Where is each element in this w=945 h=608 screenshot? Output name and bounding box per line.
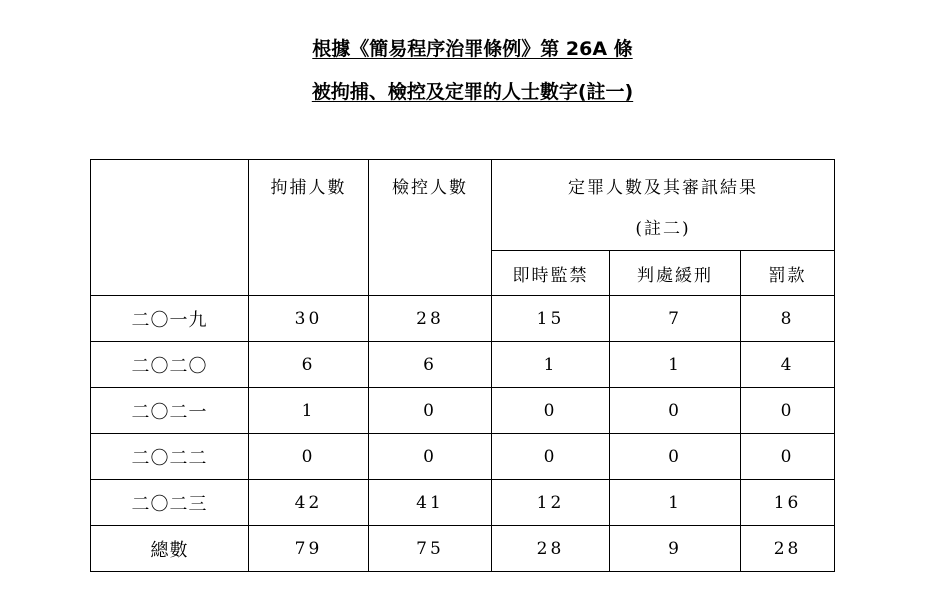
row-fine: 0 <box>741 388 835 434</box>
total-prosecuted: 75 <box>369 526 492 572</box>
row-imprisonment: 1 <box>492 342 610 388</box>
row-arrested: 1 <box>249 388 369 434</box>
total-row <box>91 526 835 572</box>
header-suspended-sentence: 判處緩刑 <box>610 251 741 296</box>
row-fine: 0 <box>741 434 835 480</box>
row-fine: 16 <box>741 480 835 526</box>
row-imprisonment: 0 <box>492 388 610 434</box>
row-prosecuted: 28 <box>369 296 492 342</box>
header-convicted-group: 定罪人數及其審訊結果 <box>568 178 759 198</box>
table-row <box>91 434 835 480</box>
row-year: 二〇二〇 <box>91 342 249 388</box>
total-imprisonment: 28 <box>492 526 610 572</box>
row-arrested: 0 <box>249 434 369 480</box>
header-arrested-cell <box>249 160 369 296</box>
row-suspended: 0 <box>610 388 741 434</box>
header-blank-cell <box>91 160 249 296</box>
row-prosecuted: 0 <box>369 434 492 480</box>
header-fine: 罰款 <box>741 251 835 296</box>
row-arrested: 42 <box>249 480 369 526</box>
row-imprisonment: 12 <box>492 480 610 526</box>
document-title <box>0 37 945 61</box>
table-row <box>91 296 835 342</box>
row-year: 二〇一九 <box>91 296 249 342</box>
header-convicted-note: (註二) <box>635 219 691 239</box>
row-fine: 4 <box>741 342 835 388</box>
row-imprisonment: 0 <box>492 434 610 480</box>
table-row <box>91 342 835 388</box>
document-title-text: 根據《簡易程序治罪條例》第 26A 條 <box>312 38 633 60</box>
total-fine: 28 <box>741 526 835 572</box>
document-subtitle-text: 被拘捕、檢控及定罪的人士數字(註一) <box>311 81 634 103</box>
table-row <box>91 388 835 434</box>
row-imprisonment: 15 <box>492 296 610 342</box>
row-arrested: 6 <box>249 342 369 388</box>
header-prosecuted: 檢控人數 <box>392 178 468 198</box>
row-suspended: 0 <box>610 434 741 480</box>
row-year: 二〇二一 <box>91 388 249 434</box>
row-prosecuted: 41 <box>369 480 492 526</box>
table-row <box>91 480 835 526</box>
header-convicted-group-cell <box>492 160 835 251</box>
row-year: 二〇二二 <box>91 434 249 480</box>
row-prosecuted: 6 <box>369 342 492 388</box>
header-arrested: 拘捕人數 <box>270 178 347 198</box>
total-suspended: 9 <box>610 526 741 572</box>
row-fine: 8 <box>741 296 835 342</box>
row-arrested: 30 <box>249 296 369 342</box>
row-suspended: 1 <box>610 342 741 388</box>
header-prosecuted-cell <box>369 160 492 296</box>
statistics-table <box>90 159 835 572</box>
row-prosecuted: 0 <box>369 388 492 434</box>
row-suspended: 1 <box>610 480 741 526</box>
header-immediate-imprisonment: 即時監禁 <box>492 251 610 296</box>
row-suspended: 7 <box>610 296 741 342</box>
total-arrested: 79 <box>249 526 369 572</box>
row-year: 二〇二三 <box>91 480 249 526</box>
document-subtitle <box>0 80 945 104</box>
total-label: 總數 <box>91 526 249 572</box>
header-row-top <box>91 160 835 251</box>
